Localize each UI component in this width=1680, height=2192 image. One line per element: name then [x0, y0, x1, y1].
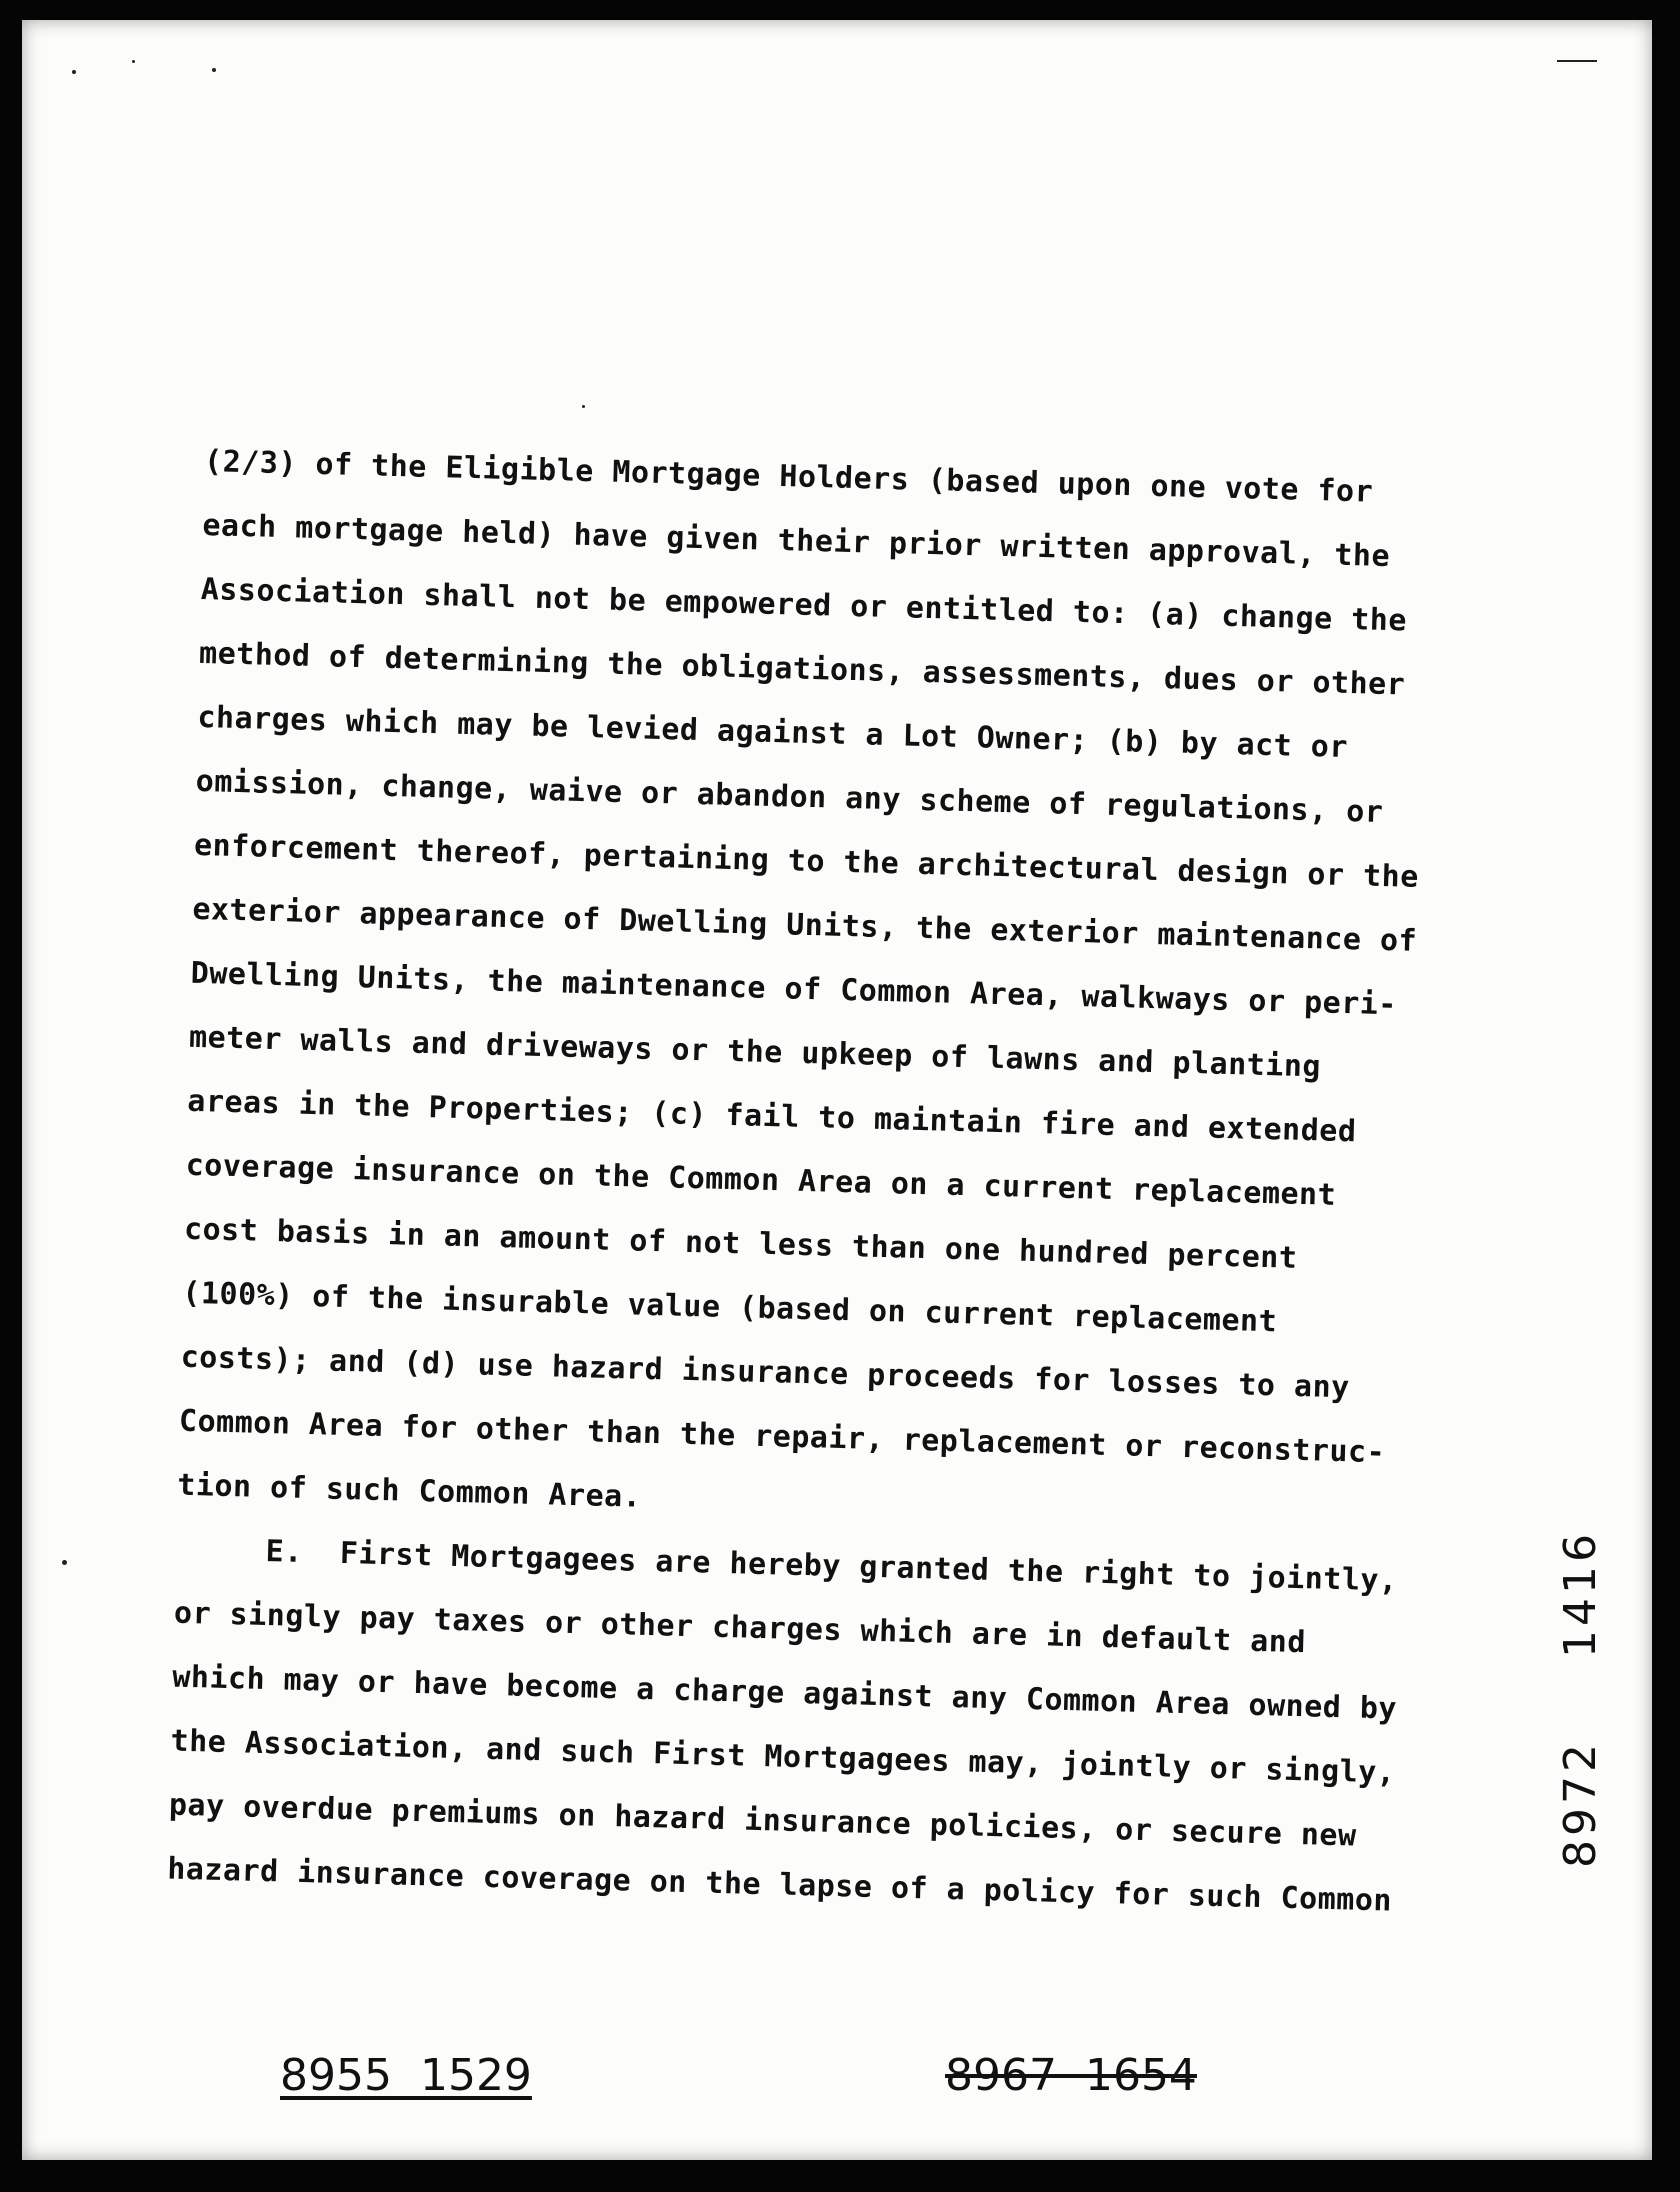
text-line: exterior appearance of Dwelling Units, the exterior maintenance of	[191, 891, 1418, 959]
text-line: (100%) of the insurable value (based on current replacement	[181, 1275, 1278, 1340]
scan-speck	[132, 60, 135, 63]
text-line: areas in the Properties; (c) fail to maintain fire and extended	[186, 1083, 1357, 1150]
text-line: enforcement thereof, pertaining to the architectural design or the	[193, 827, 1420, 895]
text-line: costs); and (d) use hazard insurance proceeds for losses to any	[180, 1339, 1351, 1406]
section-e-heading-line: E. First Mortgagees are hereby granted the right to jointly,	[265, 1533, 1398, 1599]
bottom-stamp-right: 8967 1654	[945, 2050, 1197, 2101]
scan-speck	[62, 1560, 67, 1565]
text-line: omission, change, waive or abandon any scheme of regulations, or	[195, 763, 1384, 830]
margin-number-bottom: 8972	[1555, 1740, 1606, 1868]
scan-speck	[212, 68, 216, 72]
text-line: each mortgage held) have given their prior written approval, the	[202, 507, 1391, 575]
text-line: the Association, and such First Mortgagees may, jointly or singly,	[170, 1723, 1396, 1791]
bottom-stamps	[0, 2050, 1680, 2120]
body-text	[166, 430, 1534, 1936]
text-line: pay overdue premiums on hazard insurance policies, or secure new	[168, 1787, 1357, 1854]
text-line: which may or have become a charge against any Common Area owned by	[171, 1659, 1398, 1727]
margin-stamp-numbers	[1555, 1530, 1615, 1930]
margin-number-top: 1416	[1555, 1530, 1606, 1658]
text-line: Dwelling Units, the maintenance of Common Area, walkways or peri-	[190, 955, 1398, 1023]
text-line: (2/3) of the Eligible Mortgage Holders (based upon one vote for	[203, 443, 1374, 510]
text-line: tion of such Common Area.	[176, 1467, 642, 1515]
text-line: charges which may be levied against a Lot Owner; (b) by act or	[197, 699, 1349, 766]
text-line: or singly pay taxes or other charges which are in default and	[173, 1595, 1307, 1661]
text-line: meter walls and driveways or the upkeep of lawns and planting	[188, 1019, 1322, 1085]
text-line: cost basis in an amount of not less than one hundred percent	[183, 1211, 1298, 1276]
text-line: Association shall not be empowered or entitled to: (a) change the	[200, 571, 1408, 639]
text-line: hazard insurance coverage on the lapse of a policy for such Common	[166, 1851, 1393, 1919]
scan-speck	[72, 70, 76, 74]
scan-mark	[1557, 60, 1597, 62]
bottom-stamp-left: 8955 1529	[280, 2050, 532, 2101]
text-line: method of determining the obligations, assessments, dues or other	[198, 635, 1406, 703]
text-line: Common Area for other than the repair, replacement or reconstruc-	[178, 1403, 1386, 1471]
text-line: coverage insurance on the Common Area on a current replacement	[185, 1147, 1337, 1213]
scan-speck	[582, 405, 585, 408]
